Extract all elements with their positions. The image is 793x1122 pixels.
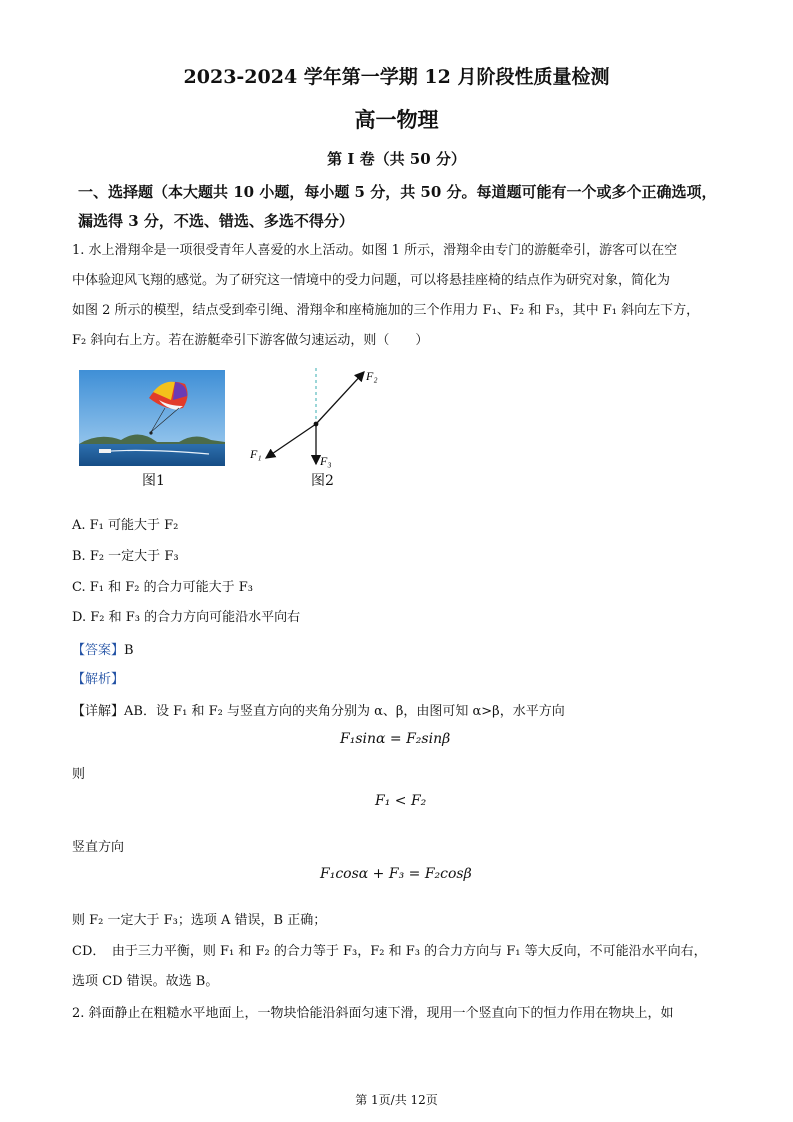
force-arrow-f1 [266,424,316,458]
option-c: C. F₁ 和 F₂ 的合力可能大于 F₃ [72,580,253,595]
q1-line-2: 中体验迎风飞翔的感觉。为了研究这一情境中的受力问题，可以将悬挂座椅的结点作为研究对象，简化为 [72,273,671,288]
label-f1: F₁ [250,447,262,461]
answer-label: 【答案】 [72,643,125,658]
q1-line-4: F₂ 斜向右上方。若在游艇牵引下游客做匀速运动，则（ ） [72,333,429,348]
section-heading-line-2: 漏选得 3 分，不选、错选、多选不得分） [78,212,354,230]
analysis-label: 【解析】 [72,672,125,687]
detail-intro: AB．设 F₁ 和 F₂ 与竖直方向的夹角分别为 α、β，由图可知 α>β，水平方向 [124,704,565,719]
force-arrow-f2 [316,372,364,424]
question-1-stem [72,236,720,356]
detail-label: 【详解】 [72,704,125,719]
then-label: 则 [72,767,86,782]
page-footer: 第 1页/共 12页 [355,1093,438,1107]
cd-line-2: 选项 CD 错误。故选 B。 [72,974,219,989]
label-f2: F₂ [366,369,378,383]
knot-point [314,422,319,427]
equation-2: F₁ < F₂ [375,793,427,809]
q1-line-3: 如图 2 所示的模型，结点受到牵引绳、滑翔伞和座椅施加的三个作用力 F₁、F₂ 和 F₃，其中 F₁ 斜向左下方， [72,303,700,318]
section-heading-line-1: 一、选择题（本大题共 10 小题，每小题 5 分，共 50 分。每道题可能有一个或多个正确选项， [78,183,717,201]
equation-3: F₁cosα + F₃ = F₂cosβ [320,866,472,882]
q1-line-1: 1. 水上滑翔伞是一项很受青年人喜爱的水上活动。如图 1 所示，滑翔伞由专门的游艇牵引，游客可以在空 [72,243,678,258]
page-title: 2023-2024 学年第一学期 12 月阶段性质量检测 [183,66,610,88]
figure-1-photo [79,370,225,466]
conclusion-line: 则 F₂ 一定大于 F₃；选项 A 错误，B 正确； [72,913,327,928]
figure-2-caption: 图2 [311,473,334,489]
option-a: A. F₁ 可能大于 F₂ [72,518,179,533]
volume-title: 第 I 卷（共 50 分） [327,150,466,168]
figure-2-force-diagram [240,362,390,472]
question-2-line-1: 2. 斜面静止在粗糙水平地面上，一物块恰能沿斜面匀速下滑，现用一个竖直向下的恒力作用在物块上，如 [72,1006,674,1021]
subject-title: 高一物理 [354,107,439,132]
cd-line-1: CD． 由于三力平衡，则 F₁ 和 F₂ 的合力等于 F₃，F₂ 和 F₃ 的合力方向与 F₁ 等大反向，不可能沿水平向右， [72,944,707,959]
option-b: B. F₂ 一定大于 F₃ [72,549,179,564]
answer-row [72,639,134,658]
vertical-direction-label: 竖直方向 [72,840,125,855]
figure-1-caption: 图1 [142,473,165,489]
label-f3: F₃ [320,454,332,468]
detail-row [72,700,565,719]
option-d: D. F₂ 和 F₃ 的合力方向可能沿水平向右 [72,610,301,625]
section-heading [78,178,718,236]
answer-value: B [124,643,134,658]
equation-1: F₁sinα = F₂sinβ [340,731,451,747]
